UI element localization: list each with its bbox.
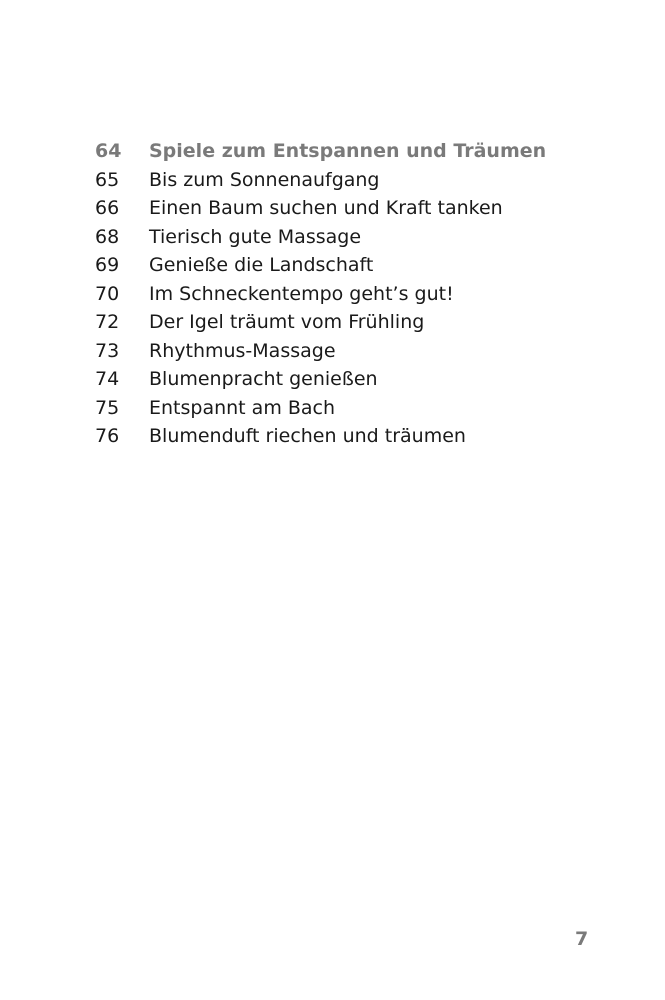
toc-entry-title: Tierisch gute Massage bbox=[149, 225, 362, 248]
toc-page-number: 73 bbox=[95, 339, 120, 362]
toc-page-number: 76 bbox=[95, 425, 120, 447]
toc-page-number: 74 bbox=[95, 368, 120, 390]
toc-entry bbox=[95, 311, 546, 340]
toc-entry-title: Blumenduft riechen und träumen bbox=[149, 425, 466, 447]
toc-page-number: 65 bbox=[95, 168, 120, 191]
toc-page-number: 68 bbox=[95, 225, 120, 248]
toc-entry-title: Im Schneckentempo geht’s gut! bbox=[149, 282, 454, 305]
toc-page-number: 66 bbox=[95, 197, 120, 219]
toc-entry-title: Entspannt am Bach bbox=[149, 396, 336, 419]
toc-entry bbox=[95, 197, 546, 226]
toc-page-number: 64 bbox=[95, 140, 122, 162]
toc-entry bbox=[95, 425, 546, 454]
toc-entry bbox=[95, 283, 546, 312]
toc-entry bbox=[95, 397, 546, 426]
toc-entry bbox=[95, 254, 546, 283]
toc-entry bbox=[95, 368, 546, 397]
page-number: 7 bbox=[575, 928, 589, 950]
toc-entry-title: Bis zum Sonnenaufgang bbox=[149, 168, 380, 191]
toc-entry bbox=[95, 169, 546, 198]
toc-page-number: 70 bbox=[95, 282, 120, 305]
toc-entry-title: Genieße die Landschaft bbox=[149, 254, 374, 276]
toc-entry bbox=[95, 340, 546, 369]
toc-entry bbox=[95, 226, 546, 255]
table-of-contents bbox=[95, 140, 546, 454]
toc-entry-title: Blumenpracht genießen bbox=[149, 368, 378, 390]
toc-entry-title: Rhythmus-Massage bbox=[149, 339, 336, 362]
toc-section-title: Spiele zum Entspannen und Träumen bbox=[149, 140, 547, 162]
toc-section-heading bbox=[95, 140, 546, 169]
toc-page-number: 72 bbox=[95, 311, 120, 333]
toc-page-number: 75 bbox=[95, 396, 120, 419]
toc-entry-title: Der Igel träumt vom Frühling bbox=[149, 311, 425, 333]
toc-page-number: 69 bbox=[95, 254, 120, 276]
toc-entry-title: Einen Baum suchen und Kraft tanken bbox=[149, 197, 503, 219]
